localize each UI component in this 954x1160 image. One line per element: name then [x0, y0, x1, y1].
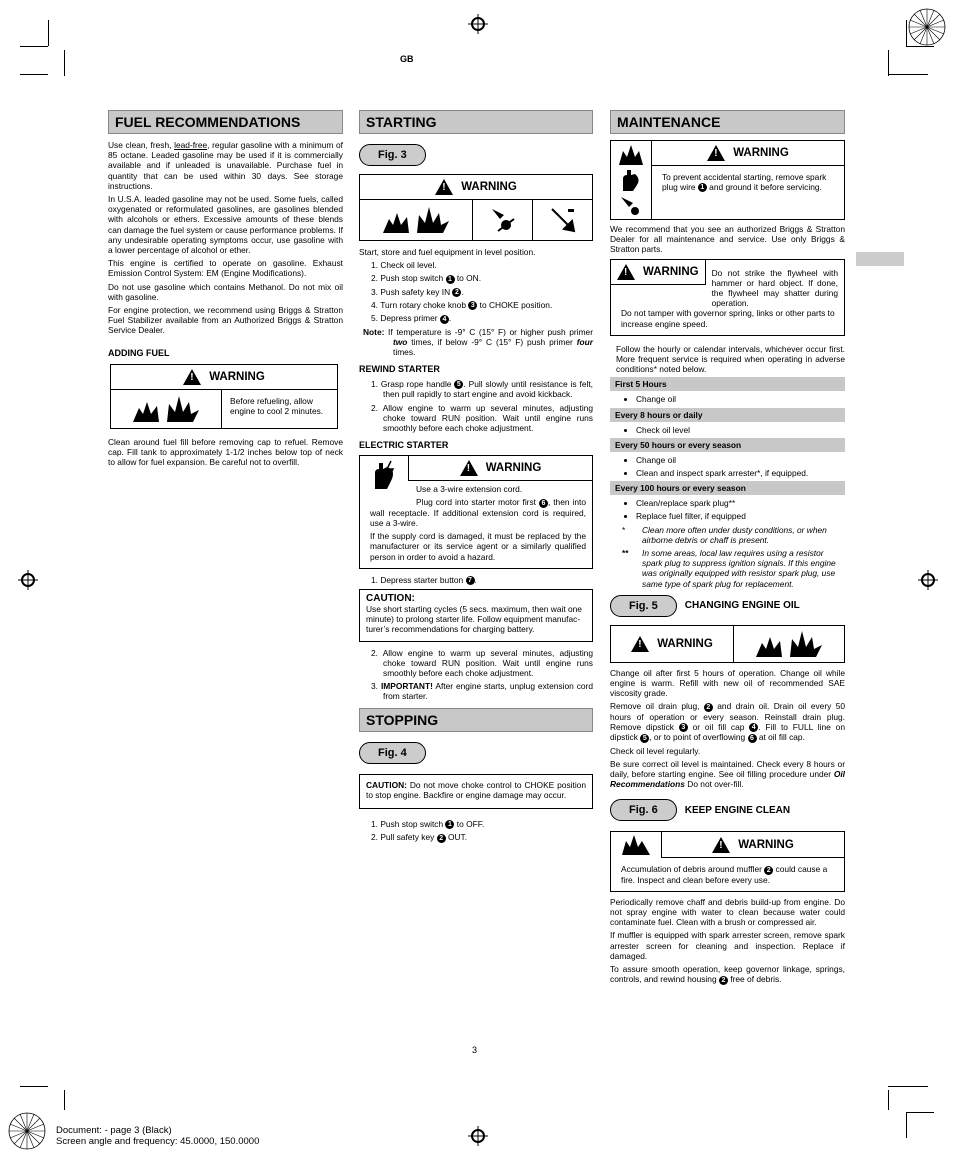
- schedule-interval: First 5 Hours: [610, 377, 845, 391]
- electric-warning-text: Use a 3-wire extension cord.: [416, 484, 523, 495]
- clean-paragraph: Periodically remove chaff and debris build-up from engine. Do not spray engine with water to clean because water could contaminate fuel. Clean with a brush or compressed air.: [610, 896, 845, 928]
- caution-text: CAUTION: Do not move choke control to CHOKE position to stop engine. Backfire or engine damage may occur.: [366, 779, 586, 800]
- fuel-paragraph: Do not use gasoline which contains Methanol. Do not mix oil with gasoline.: [108, 281, 343, 302]
- fire-explosion-icon: [111, 390, 222, 428]
- fire-explosion-icon: [360, 200, 473, 240]
- oil-paragraph: Be sure correct oil level is maintained. Check every 8 hours or daily, before starting engine. See oil filling procedure under Oil Recommendations Do not over-fill.: [610, 758, 845, 790]
- footnote: ** In some areas, local law requires using a resistor spark plug to suppress ignition signals. If this engine was originally equipped with resistor spark plug, use same type of spark plug for replacement.: [622, 548, 836, 589]
- list-item: • Change oil: [636, 455, 845, 465]
- starburst-icon: [8, 1112, 46, 1150]
- schedule-items: [610, 394, 845, 404]
- caution-label: CAUTION:: [366, 593, 415, 605]
- footer-screen: Screen angle and frequency: 45.0000, 150.0000: [56, 1136, 260, 1147]
- starting-warning-box: [359, 174, 593, 241]
- schedule-items: [610, 498, 845, 521]
- list-item: 2. Allow engine to warm up several minutes, adjusting choke toward RUN position. Wait until engine runs smoothly before each choke adjustment.: [371, 402, 593, 434]
- fig-6-title: KEEP ENGINE CLEAN: [684, 804, 791, 816]
- fuel-paragraph: This engine is certified to operate on gasoline. Exhaust Emission Control System: EM (Engine Modifications).: [108, 258, 343, 279]
- warning-triangle-icon: [707, 145, 725, 161]
- fuel-column: [108, 110, 343, 470]
- warning-header: ! WARNING: [360, 175, 592, 200]
- electric-warning-text: If the supply cord is damaged, it must be replaced by the manufacturer or its service agent or a similarly qualified person in order to avoid a hazard.: [370, 531, 586, 562]
- fig-3-label: Fig. 3: [359, 144, 426, 166]
- oil-paragraph: Check oil level regularly.: [610, 745, 701, 756]
- fig-4-label: Fig. 4: [359, 742, 426, 764]
- fig-5-row: [610, 595, 845, 617]
- fire-shock-icons: [611, 141, 652, 219]
- maintenance-schedule: [610, 377, 845, 521]
- electric-starter-title: ELECTRIC STARTER: [359, 440, 449, 451]
- warning-triangle-icon: [183, 369, 201, 385]
- list-item: 1. Grasp rope handle 5 . Pull slowly until resistance is felt, then pull rapidly to start engine and avoid kickback.: [371, 379, 594, 400]
- electric-steps: [359, 575, 593, 585]
- footer-document: Document: - page 3 (Black): [56, 1125, 172, 1136]
- fuel-warning-box: [110, 364, 338, 429]
- starting-note: Note: If temperature is -9° C (15° F) or higher push primer two times, if below -9° C (15° F) push primer four times.: [363, 326, 594, 357]
- starting-steps: [359, 260, 593, 323]
- schedule-items: [610, 455, 845, 478]
- stopping-title: STOPPING: [359, 708, 593, 732]
- shock-icon: [617, 167, 645, 193]
- kickback-hand-icon: [473, 200, 533, 240]
- page-number: 3: [472, 1045, 478, 1055]
- clean-paragraph: To assure smooth operation, keep governor linkage, springs, controls, and rewind housing 2 free of debris.: [610, 964, 845, 985]
- warning-header: ! WARNING: [111, 365, 337, 390]
- warning-header: ! WARNING: [408, 456, 592, 481]
- warning-triangle-icon: [617, 264, 635, 280]
- fig-5-title: CHANGING ENGINE OIL: [684, 600, 800, 612]
- rotating-parts-icon: [533, 200, 592, 240]
- registration-mark-right: [918, 570, 938, 590]
- warning-header: ! WARNING: [611, 260, 706, 285]
- oil-warning-box: [610, 625, 845, 663]
- list-item: • Clean and inspect spark arrester*, if equipped.: [636, 468, 845, 478]
- fuel-paragraph: In U.S.A. leaded gasoline may not be used. Some fuels, called oxygenated or reformulated gasolines, are gasolines blended with alcohols or ethers. Excessive amounts of these blends can damage the fuel system or cause performance problems. If any undesirable operating symptoms occur, use gasoline with a lower percentage of alcohol or ether.: [108, 194, 343, 256]
- side-tab: [856, 252, 904, 266]
- list-item: 2. Allow engine to warm up several minutes, adjusting choke toward RUN position. Wait until engine runs smoothly before each choke adjustment.: [371, 647, 593, 679]
- starting-title: STARTING: [359, 110, 593, 134]
- schedule-interval: Every 50 hours or every season: [610, 438, 845, 452]
- maintenance-paragraph: We recommend that you see an authorized Briggs & Stratton Dealer for all maintenance and service. Use only Briggs & Stratton parts.: [610, 224, 845, 255]
- rewind-starter-title: REWIND STARTER: [359, 364, 440, 375]
- registration-mark-top: [468, 14, 488, 34]
- list-item: 2. Push stop switch 1 to ON.: [371, 273, 482, 284]
- rewind-steps: [359, 379, 593, 433]
- list-item: • Clean/replace spark plug**: [636, 498, 845, 508]
- fire-explosion-icon: [734, 626, 844, 662]
- starting-column: [359, 110, 593, 846]
- clean-paragraph: If muffler is equipped with spark arrester screen, remove spark arrester screen for cleaning and inspection. Replace if damaged.: [610, 930, 845, 961]
- clean-warning-text: Accumulation of debris around muffler 2 could cause a fire. Inspect and clean before every use.: [621, 864, 828, 885]
- flywheel-warning-text: Do not tamper with governor spring, links or other parts to increase engine speed.: [621, 308, 835, 329]
- fuel-title: FUEL RECOMMENDATIONS: [108, 110, 343, 134]
- electric-warning-text: Plug cord into starter motor first 6 , then into wall receptacle. If additional extension cord is required, use a 3-wire.: [370, 497, 586, 528]
- flywheel-warning-text: Do not strike the flywheel with hammer or hard object. If done, the flywheel may shatter during operation.: [711, 267, 838, 309]
- warning-header: ! WARNING: [652, 141, 844, 166]
- starting-intro: Start, store and fuel equipment in level position.: [359, 247, 536, 257]
- starburst-icon: [908, 8, 946, 46]
- fig-5-label: Fig. 5: [610, 595, 677, 617]
- schedule-items: [610, 425, 845, 435]
- warning-header: ! WARNING: [661, 832, 844, 858]
- fire-icon: [611, 832, 661, 858]
- warning-triangle-icon: [712, 837, 730, 853]
- electric-warning-box: [359, 455, 593, 569]
- list-item: 2. Pull safety key 2 OUT.: [371, 832, 468, 843]
- footnote: * Clean more often under dusty conditions, or when airborne debris or chaff is present.: [622, 524, 827, 545]
- maintenance-column: [610, 110, 845, 988]
- flywheel-warning-box: [610, 259, 845, 336]
- electric-shock-icon: [360, 456, 408, 494]
- warning-triangle-icon: [435, 179, 453, 195]
- maintenance-warning-box: [610, 140, 845, 220]
- list-item: 1. Depress starter button 7 .: [371, 574, 477, 585]
- list-item: • Replace fuel filter, if equipped: [636, 511, 845, 521]
- list-item: 4. Turn rotary choke knob 3 to CHOKE position.: [371, 299, 553, 310]
- list-item: 1. Push stop switch 1 to OFF.: [371, 819, 485, 830]
- starter-caution-box: [359, 589, 593, 642]
- registration-mark-left: [18, 570, 38, 590]
- fig-6-row: [610, 799, 845, 821]
- fuel-paragraph: Use clean, fresh, lead-free, regular gasoline with a minimum of 85 octane. Leaded gasoline may be used if it is commercially available and if unleaded is unavailable. Purchase fuel in quantity that can be used within 30 days. See storage instructions.: [108, 140, 343, 191]
- fuel-paragraph: Clean around fuel fill before removing cap to refuel. Remove cap. Fill tank to approximately 1-1/2 inches below top of neck to allow for fuel expansion. Be careful not to overfill.: [108, 436, 343, 468]
- warning-triangle-icon: [631, 636, 649, 652]
- stopping-caution-box: [359, 774, 593, 809]
- warning-header: ! WARNING: [611, 626, 734, 662]
- caution-text: Use short starting cycles (5 secs. maximum, then wait one minute) to prolong starter life. Follow equipment manufac- turer’s recommendations for charging battery.: [366, 604, 582, 635]
- list-item: 5. Depress primer 4 .: [371, 313, 452, 324]
- schedule-interval: Every 100 hours or every season: [610, 481, 845, 495]
- warning-triangle-icon: [460, 460, 478, 476]
- list-item: 1. Check oil level.: [371, 260, 437, 271]
- electric-steps-continued: [359, 648, 593, 702]
- maintenance-title: MAINTENANCE: [610, 110, 845, 134]
- maintenance-warning-text: To prevent accidental starting, remove spark plug wire 1 and ground it before servicing.: [662, 172, 827, 193]
- language-code: GB: [400, 54, 414, 64]
- oil-paragraph: Remove oil drain plug, 2 and drain oil. Drain oil every 50 hours of operation or every season. Reinstall drain plug. Remove dipstick 3 or oil fill cap 4 . Fill to FULL line on dipstick 5 , or to point of overflowing 6 at oil fill cap.: [610, 701, 846, 743]
- spark-icon: [617, 193, 645, 217]
- fuel-warning-text: Before refueling, allow engine to cool 2 minutes.: [230, 395, 324, 416]
- list-item: 3. IMPORTANT! After engine starts, unplug extension cord from starter.: [371, 681, 594, 702]
- stopping-steps: [359, 819, 593, 843]
- fig-6-label: Fig. 6: [610, 799, 677, 821]
- oil-paragraph: Change oil after first 5 hours of operation. Change oil while engine is warm. Refill with new oil of recommended SAE viscosity grade.: [610, 667, 845, 699]
- list-item: 3. Push safety key IN 2 .: [371, 286, 464, 297]
- list-item: • Check oil level: [636, 425, 845, 435]
- schedule-interval: Every 8 hours or daily: [610, 408, 845, 422]
- fuel-paragraph: For engine protection, we recommend using Briggs & Stratton Fuel Stabilizer available from an Authorized Briggs & Stratton Service Dealer.: [108, 305, 343, 336]
- clean-warning-box: [610, 831, 845, 891]
- fire-icon: [617, 143, 645, 167]
- registration-mark-bottom: [468, 1126, 488, 1146]
- list-item: • Change oil: [636, 394, 845, 404]
- maintenance-paragraph: Follow the hourly or calendar intervals, whichever occur first. More frequent service is required when operating in adverse conditions* noted below.: [616, 343, 845, 375]
- adding-fuel-title: ADDING FUEL: [108, 347, 170, 358]
